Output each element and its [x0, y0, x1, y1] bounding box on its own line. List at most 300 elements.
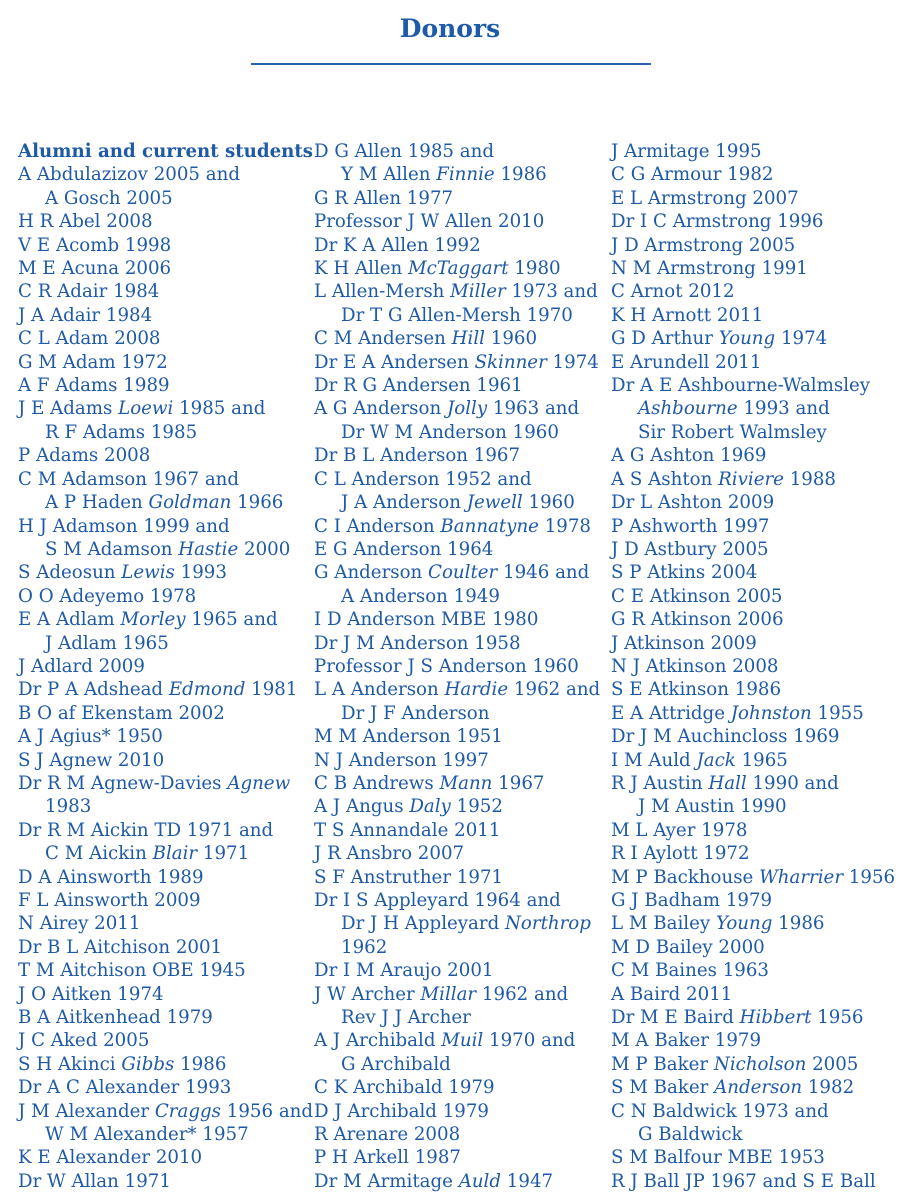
donor-entry	[18, 678, 318, 701]
donor-text: 1974	[775, 328, 828, 350]
donor-entry	[18, 1053, 318, 1076]
donor-text: C B Andrews	[314, 772, 440, 794]
donor-text: Dr B L Aitchison 2001	[18, 936, 223, 958]
donor-entry	[18, 561, 318, 584]
donor-text: C M Aickin	[45, 843, 153, 865]
donor-entry	[611, 515, 900, 538]
donor-entry	[314, 889, 614, 912]
donor-entry	[314, 257, 614, 280]
donor-text: 1974	[546, 351, 599, 373]
donor-entry	[314, 374, 614, 397]
donor-text: 1960	[484, 328, 538, 350]
maiden-name: Loewi	[118, 398, 174, 420]
donor-text: S M Balfour MBE 1953	[611, 1147, 825, 1169]
donor-text: Dr R M Aickin TD 1971 and	[18, 819, 274, 841]
donor-entry	[314, 772, 614, 795]
donor-entry	[611, 538, 900, 561]
donor-entry-continuation	[314, 912, 614, 935]
donor-entry	[18, 655, 318, 678]
donor-entry	[611, 304, 900, 327]
donor-entry	[611, 374, 900, 397]
maiden-name: Craggs	[154, 1100, 221, 1122]
donor-text: Professor J W Allen 2010	[314, 211, 545, 233]
donor-entry	[611, 912, 900, 935]
donor-entry	[18, 515, 318, 538]
maiden-name: Morley	[120, 609, 186, 631]
donor-entry	[18, 608, 318, 631]
maiden-name: McTaggart	[408, 258, 509, 280]
donor-text: 1962 and	[508, 679, 601, 701]
donor-text: 1982	[802, 1077, 855, 1099]
donor-text: 1985 and	[173, 398, 266, 420]
donor-text: 1993 and	[737, 398, 830, 420]
donor-text: G M Adam 1972	[18, 351, 168, 373]
donor-text: C I Anderson	[314, 515, 441, 537]
maiden-name: Jack	[696, 749, 736, 771]
donor-text: 2000	[238, 538, 291, 560]
maiden-name: Young	[715, 913, 773, 935]
donor-entry-continuation	[314, 936, 614, 959]
donor-text: Dr J H Appleyard	[341, 913, 506, 935]
maiden-name: Daly	[409, 796, 451, 818]
donor-text: A P Haden	[45, 492, 149, 514]
donor-entry	[314, 234, 614, 257]
maiden-name: Jewell	[466, 492, 523, 514]
donor-text: A Baird 2011	[611, 983, 733, 1005]
donor-text: B A Aitkenhead 1979	[18, 1007, 213, 1029]
donor-text: 1946 and	[497, 562, 590, 584]
donor-entry	[314, 1100, 614, 1123]
donor-entry	[314, 210, 614, 233]
donor-text: G Anderson	[314, 562, 429, 584]
donor-text: J D Astbury 2005	[611, 538, 769, 560]
donor-entry	[18, 749, 318, 772]
donor-entry-continuation	[314, 491, 614, 514]
donor-entry	[611, 187, 900, 210]
donor-text: C M Andersen	[314, 328, 452, 350]
donor-text: Dr P A Adshead	[18, 679, 169, 701]
donor-text: Dr M Armitage	[314, 1170, 459, 1192]
donor-text: A Gosch 2005	[45, 187, 173, 209]
donor-text: S P Atkins 2004	[611, 562, 758, 584]
donor-entry	[18, 959, 318, 982]
section-heading	[18, 140, 318, 163]
donor-entry	[314, 1146, 614, 1169]
donor-text: N Airey 2011	[18, 913, 141, 935]
donor-text: 1971	[197, 843, 250, 865]
maiden-name: Jolly	[446, 398, 488, 420]
donor-entry	[18, 819, 318, 842]
donor-entry	[18, 1100, 318, 1123]
donor-text: C K Archibald 1979	[314, 1077, 495, 1099]
donor-entry	[314, 655, 614, 678]
donor-text: L A Anderson	[314, 679, 445, 701]
donor-text: M M Anderson 1951	[314, 726, 503, 748]
donor-text: D G Allen 1985 and	[314, 141, 494, 162]
donor-text: C E Atkinson 2005	[611, 585, 783, 607]
donor-text: Dr J F Anderson	[341, 702, 490, 724]
donor-text: M A Baker 1979	[611, 1030, 762, 1052]
donor-entry	[18, 468, 318, 491]
donor-text: C R Adair 1984	[18, 281, 160, 303]
donor-text: H R Abel 2008	[18, 211, 153, 233]
donor-text: E G Anderson 1964	[314, 538, 494, 560]
donor-text: 1967	[492, 772, 545, 794]
donor-text: 1973 and	[505, 281, 598, 303]
donor-text: E L Armstrong 2007	[611, 187, 799, 209]
donor-text: R I Aylott 1972	[611, 843, 750, 865]
donor-entry-continuation	[314, 304, 614, 327]
donor-entry	[18, 397, 318, 420]
donor-entry-continuation	[314, 421, 614, 444]
donor-entry	[611, 1029, 900, 1052]
donor-entry	[18, 444, 318, 467]
donor-text: G R Atkinson 2006	[611, 609, 784, 631]
donor-entry	[611, 257, 900, 280]
donor-entry-continuation	[314, 163, 614, 186]
donor-text: H J Adamson 1999 and	[18, 515, 230, 537]
donor-entry-continuation	[18, 491, 318, 514]
maiden-name: Coulter	[428, 562, 498, 584]
donor-entry-continuation	[18, 538, 318, 561]
donor-text: I M Auld	[611, 749, 697, 771]
donor-text: Dr T G Allen-Mersh 1970	[341, 304, 573, 326]
donor-entry	[611, 140, 900, 163]
donor-text: J C Aked 2005	[18, 1030, 150, 1052]
donor-entry-continuation	[18, 842, 318, 865]
maiden-name: Hall	[708, 772, 747, 794]
maiden-name: Goldman	[148, 492, 232, 514]
donor-entry-continuation	[314, 702, 614, 725]
donor-text: J Atkinson 2009	[611, 632, 757, 654]
maiden-name: Miller	[450, 281, 506, 303]
donor-text: J M Austin 1990	[638, 796, 787, 818]
donor-entry	[611, 842, 900, 865]
donor-entry	[314, 187, 614, 210]
donor-text: A J Archibald	[314, 1030, 442, 1052]
maiden-name: Gibbs	[121, 1053, 175, 1075]
donor-text: D A Ainsworth 1989	[18, 866, 204, 888]
donor-text: M D Bailey 2000	[611, 936, 765, 958]
donor-text: A F Adams 1989	[18, 375, 170, 397]
donor-entry	[314, 632, 614, 655]
donor-text: C L Anderson 1952 and	[314, 468, 532, 490]
donor-entry	[314, 468, 614, 491]
donor-column-2	[314, 140, 614, 1193]
donor-entry	[18, 912, 318, 935]
page-title: Donors	[399, 14, 501, 43]
donor-text: F L Ainsworth 2009	[18, 890, 201, 911]
donor-text: Professor J S Anderson 1960	[314, 655, 579, 677]
donor-entry	[611, 866, 900, 889]
donor-text: S M Adamson	[45, 538, 179, 560]
donor-entry	[314, 866, 614, 889]
donor-text: G R Allen 1977	[314, 187, 454, 209]
donor-entry-continuation	[18, 795, 318, 818]
donor-entry	[611, 678, 900, 701]
donor-entry	[18, 585, 318, 608]
donor-text: M P Baker	[611, 1053, 714, 1075]
donor-entry	[314, 1076, 614, 1099]
donor-entry	[18, 351, 318, 374]
donor-text: Dr K A Allen 1992	[314, 234, 481, 256]
donor-text: T S Annandale 2011	[314, 819, 501, 841]
donor-text: 1956	[843, 866, 896, 888]
maiden-name: Wharrier	[759, 866, 844, 888]
donor-text: R J Austin	[611, 772, 709, 794]
donor-entry	[611, 561, 900, 584]
donor-entry	[18, 374, 318, 397]
donor-entry	[611, 234, 900, 257]
donor-entry	[18, 1146, 318, 1169]
donor-entry	[314, 819, 614, 842]
donor-text: C L Adam 2008	[18, 328, 161, 350]
donor-text: Dr I M Araujo 2001	[314, 960, 494, 982]
donor-text: V E Acomb 1998	[18, 234, 172, 256]
donor-text: 1986	[494, 164, 547, 186]
donor-text: 1983	[45, 796, 92, 818]
donor-entry	[611, 1006, 900, 1029]
donor-entry	[314, 749, 614, 772]
donor-text: Dr A C Alexander 1993	[18, 1077, 232, 1099]
donor-entry	[611, 819, 900, 842]
donor-text: Dr E A Andersen	[314, 351, 475, 373]
donor-text: 1956	[811, 1007, 864, 1029]
donor-entry	[611, 327, 900, 350]
donor-text: 1947	[501, 1170, 554, 1192]
donor-text: C Arnot 2012	[611, 281, 735, 303]
maiden-name: Riviere	[718, 468, 784, 490]
donor-entry	[314, 1170, 614, 1193]
donor-text: A Anderson 1949	[341, 585, 500, 607]
donor-text: G Baldwick	[638, 1124, 743, 1146]
donor-text: Dr J M Anderson 1958	[314, 632, 521, 654]
maiden-name: Blair	[152, 843, 198, 865]
title-underline	[251, 63, 651, 65]
donor-entry-continuation	[611, 397, 900, 420]
donor-entry	[18, 983, 318, 1006]
donor-entry	[18, 1076, 318, 1099]
donor-text: L Allen-Mersh	[314, 281, 451, 303]
donor-text: S J Agnew 2010	[18, 749, 165, 771]
donor-entry	[611, 280, 900, 303]
donor-entry	[314, 1029, 614, 1052]
donor-entry	[314, 959, 614, 982]
donor-entry	[611, 1100, 900, 1123]
donor-entry	[611, 632, 900, 655]
donor-text: E Arundell 2011	[611, 351, 762, 373]
donor-text: 1952	[450, 796, 503, 818]
donor-text: J R Ansbro 2007	[314, 843, 465, 865]
donor-text: Dr M E Baird	[611, 1007, 740, 1029]
donor-entry	[611, 889, 900, 912]
donor-entry	[611, 1076, 900, 1099]
donor-text: J A Anderson	[341, 492, 467, 514]
donor-text: J W Archer	[314, 983, 421, 1005]
donor-text: S E Atkinson 1986	[611, 679, 782, 701]
donor-entry-continuation	[18, 187, 318, 210]
donor-entry	[611, 655, 900, 678]
maiden-name: Hibbert	[739, 1007, 812, 1029]
donor-text: 1965	[735, 749, 788, 771]
donor-text: C N Baldwick 1973 and	[611, 1100, 829, 1122]
donor-entry	[314, 538, 614, 561]
donor-text: P Ashworth 1997	[611, 515, 770, 537]
donor-text: J A Adair 1984	[18, 304, 153, 326]
donor-text: K H Allen	[314, 258, 409, 280]
donor-text: 1993	[174, 562, 227, 584]
maiden-name: Edmond	[168, 679, 246, 701]
donor-entry-continuation	[18, 421, 318, 444]
donor-entry	[611, 702, 900, 725]
donor-text: O O Adeyemo 1978	[18, 585, 197, 607]
donor-text: D J Archibald 1979	[314, 1100, 489, 1122]
donor-entry	[314, 1123, 614, 1146]
donor-entry	[314, 561, 614, 584]
donor-text: G Archibald	[341, 1053, 451, 1075]
donor-text: Dr W M Anderson 1960	[341, 421, 559, 443]
donor-entry	[18, 257, 318, 280]
maiden-name: Auld	[458, 1170, 502, 1192]
donor-entry-continuation	[611, 795, 900, 818]
donor-entry	[18, 1029, 318, 1052]
donor-text: K E Alexander 2010	[18, 1147, 203, 1169]
donor-text: Dr W Allan 1971	[18, 1170, 171, 1192]
donor-entry	[611, 772, 900, 795]
donor-text: 1966	[231, 492, 284, 514]
donor-text: A G Anderson	[314, 398, 447, 420]
donor-entry	[611, 491, 900, 514]
donor-entry	[18, 163, 318, 186]
donor-column-1	[18, 140, 318, 1193]
donor-text: Dr B L Anderson 1967	[314, 445, 521, 467]
donor-text: 1988	[783, 468, 836, 490]
donor-entry	[611, 210, 900, 233]
donor-text: Dr R G Andersen 1961	[314, 375, 523, 397]
donor-text: 1955	[811, 702, 864, 724]
donor-entry-continuation	[611, 1123, 900, 1146]
donor-text: 1978	[538, 515, 592, 537]
donor-entry	[314, 608, 614, 631]
donor-entry-continuation	[314, 585, 614, 608]
donor-text: 1962 and	[476, 983, 569, 1005]
donor-entry	[18, 210, 318, 233]
donor-entry	[611, 468, 900, 491]
donor-text: J Adlam 1965	[45, 632, 169, 654]
donor-entry	[314, 140, 614, 163]
donor-text: Sir Robert Walmsley	[638, 421, 827, 443]
donor-column-3	[611, 140, 900, 1193]
maiden-name: Hill	[451, 328, 485, 350]
maiden-name: Ashbourne	[638, 398, 738, 420]
donor-text: J E Adams	[18, 398, 119, 420]
donor-text: T M Aitchison OBE 1945	[18, 960, 246, 982]
maiden-name: Northrop	[505, 913, 591, 935]
donor-entry	[18, 327, 318, 350]
donor-entry	[611, 163, 900, 186]
donor-text: P H Arkell 1987	[314, 1147, 461, 1169]
donor-text: N J Atkinson 2008	[611, 655, 779, 677]
donor-entry	[18, 936, 318, 959]
donor-text: 1986	[174, 1053, 227, 1075]
donor-text: N M Armstrong 1991	[611, 258, 808, 280]
donor-text: E A Adlam	[18, 609, 121, 631]
donor-entry-continuation	[18, 632, 318, 655]
donor-entry	[611, 983, 900, 1006]
donor-text: Dr L Ashton 2009	[611, 492, 775, 514]
maiden-name: Muil	[441, 1030, 484, 1052]
donor-text: M L Ayer 1978	[611, 819, 748, 841]
donor-text: A J Angus	[314, 796, 410, 818]
donor-entry	[18, 772, 318, 795]
donor-text: M E Acuna 2006	[18, 258, 172, 280]
donor-text: 1956 and	[220, 1100, 314, 1122]
maiden-name: Mann	[439, 772, 493, 794]
donor-entry	[314, 842, 614, 865]
donor-text: Dr A E Ashbourne-Walmsley	[611, 375, 871, 397]
donor-text: 2005	[806, 1053, 859, 1075]
donor-entry	[18, 1170, 318, 1193]
donor-entry	[611, 749, 900, 772]
donor-text: 1986	[772, 913, 825, 935]
donor-entry	[314, 515, 614, 538]
donor-text: I D Anderson MBE 1980	[314, 609, 539, 631]
donor-text: A G Ashton 1969	[611, 445, 767, 467]
maiden-name: Hastie	[178, 538, 239, 560]
donor-text: M P Backhouse	[611, 866, 760, 888]
maiden-name: Millar	[420, 983, 477, 1005]
donor-text: R F Adams 1985	[45, 421, 198, 443]
donor-text: 1965 and	[185, 609, 278, 631]
donor-text: 1963 and	[487, 398, 580, 420]
donor-text: K H Arnott 2011	[611, 304, 764, 326]
donor-entry	[18, 725, 318, 748]
donor-entry	[314, 678, 614, 701]
donor-entry	[611, 959, 900, 982]
donor-text: N J Anderson 1997	[314, 749, 489, 771]
donor-text: G D Arthur	[611, 328, 719, 350]
donor-text: C M Adamson 1967 and	[18, 468, 240, 490]
donor-entry	[611, 725, 900, 748]
donor-entry-continuation	[314, 1006, 614, 1029]
donor-entry	[611, 1146, 900, 1169]
donor-text: R J Ball JP 1967 and S E Ball	[611, 1170, 876, 1192]
donor-text: S M Baker	[611, 1077, 715, 1099]
donor-entry	[314, 444, 614, 467]
donor-text: 1962	[341, 936, 388, 958]
maiden-name: Nicholson	[713, 1053, 807, 1075]
donor-entry	[18, 702, 318, 725]
donor-text: Dr R M Agnew-Davies	[18, 772, 228, 794]
donor-text: J M Alexander	[18, 1100, 155, 1122]
donor-text: G J Badham 1979	[611, 890, 773, 911]
maiden-name: Bannatyne	[440, 515, 539, 537]
donor-text: C G Armour 1982	[611, 164, 774, 186]
donor-text: J O Aitken 1974	[18, 983, 164, 1005]
donor-text: Dr I S Appleyard 1964 and	[314, 890, 561, 911]
donor-entry	[314, 280, 614, 303]
maiden-name: Lewis	[121, 562, 175, 584]
donor-entry	[611, 1053, 900, 1076]
donor-entry	[611, 936, 900, 959]
donor-text: J Adlard 2009	[18, 655, 145, 677]
donor-text: P Adams 2008	[18, 445, 151, 467]
donor-entry	[18, 866, 318, 889]
donor-text: S Adeosun	[18, 562, 122, 584]
donor-text: 1980	[508, 258, 561, 280]
donor-text: W M Alexander* 1957	[45, 1124, 249, 1146]
donor-text: 1970 and	[483, 1030, 576, 1052]
